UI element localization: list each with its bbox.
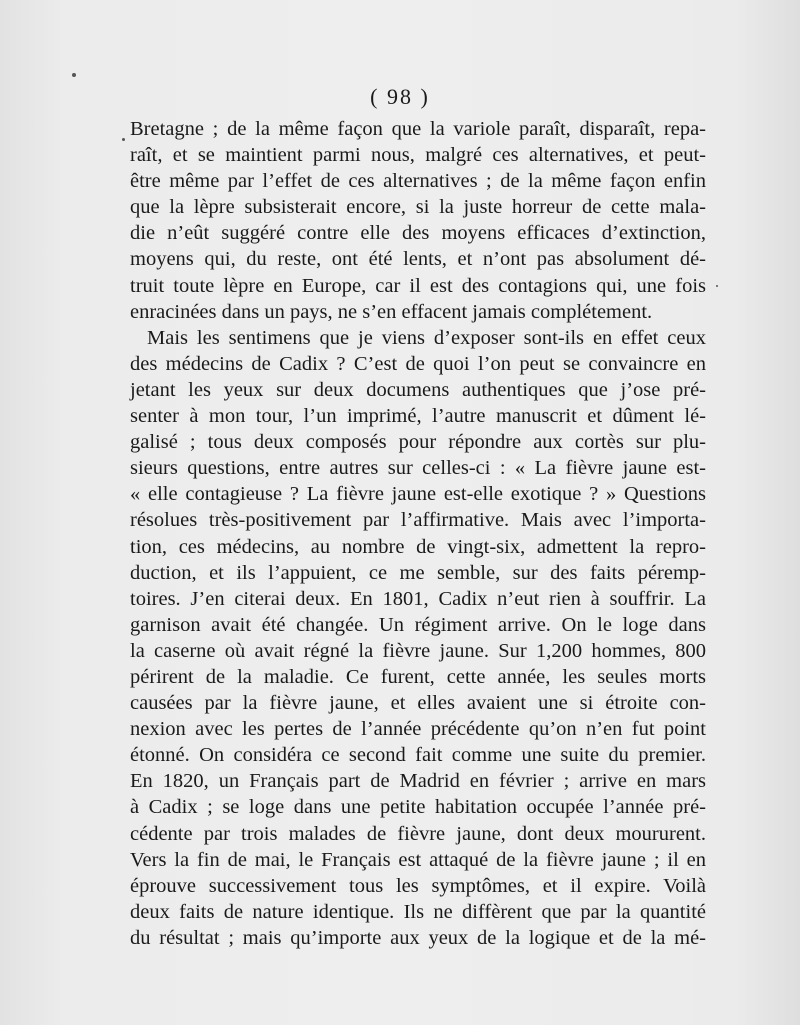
text-line: des médecins de Cadix ? C’est de quoi l’on peut se convaincre en [130, 352, 706, 375]
text-line: die n’eût suggéré contre elle des moyens efficaces d’extinction, [130, 222, 706, 245]
text-line: étonné. On considéra ce second fait comme une suite du premier. [130, 744, 706, 767]
speck [122, 138, 125, 141]
text-line: à Cadix ; se loge dans une petite habitation occupée l’année pré- [130, 796, 706, 819]
text-line: causées par la fièvre jaune, et elles avaient une si étroite con- [130, 692, 706, 715]
text-line: être même par l’effet de ces alternatives ; de la même façon enfin [130, 170, 706, 193]
text-line: résolues très-positivement par l’affirmative. Mais avec l’importa- [130, 509, 706, 532]
speck [72, 73, 76, 77]
text-line: moyens qui, du reste, ont été lents, et n’ont pas absolument dé- [130, 248, 706, 271]
text-line: truit toute lèpre en Europe, car il est des contagions qui, une fois [130, 274, 706, 297]
text-line: jetant les yeux sur deux documens authentiques que j’ose pré- [130, 378, 706, 401]
text-line: deux faits de nature identique. Ils ne diffèrent que par la quantité [130, 900, 706, 923]
text-line: En 1820, un Français part de Madrid en février ; arrive en mars [130, 770, 706, 793]
text-line: cédente par trois malades de fièvre jaune, dont deux moururent. [130, 822, 706, 845]
text-line: éprouve successivement tous les symptômes, et il expire. Voilà [130, 874, 706, 897]
speck [716, 285, 718, 287]
text-line: sieurs questions, entre autres sur celles-ci : « La fièvre jaune est- [130, 457, 706, 480]
text-line: senter à mon tour, l’un imprimé, l’autre manuscrit et dûment lé- [130, 405, 706, 428]
page-number: ( 98 ) [370, 84, 430, 109]
text-line: toires. J’en citerai deux. En 1801, Cadix n’eut rien à souffrir. La [130, 587, 706, 610]
text-line: duction, et ils l’appuient, ce me semble, sur des faits péremp- [130, 561, 706, 584]
text-line: nexion avec les pertes de l’année précédente qu’on n’en fut point [130, 718, 706, 741]
text-line: enracinées dans un pays, ne s’en effacent jamais complétement. [130, 300, 653, 323]
text-line: la caserne où avait régné la fièvre jaune. Sur 1,200 hommes, 800 [130, 639, 706, 662]
text-line: garnison avait été changée. Un régiment arrive. On le loge dans [130, 613, 706, 636]
text-line: Vers la fin de mai, le Français est attaqué de la fièvre jaune ; il en [130, 848, 706, 871]
text-line: Bretagne ; de la même façon que la variole paraît, disparaît, repa- [130, 118, 706, 140]
text-line: galisé ; tous deux composés pour répondre aux cortès sur plu- [130, 431, 706, 454]
text-line: raît, et se maintient parmi nous, malgré ces alternatives, et peut- [130, 144, 706, 167]
body-text [130, 116, 706, 951]
text-line: tion, ces médecins, au nombre de vingt-six, admettent la repro- [130, 535, 706, 558]
text-line: Mais les sentimens que je viens d’exposer sont-ils en effet ceux [147, 326, 706, 349]
text-line: périrent de la maladie. Ce furent, cette année, les seules morts [130, 665, 706, 688]
text-line: que la lèpre subsisterait encore, si la juste horreur de cette mala- [130, 196, 706, 219]
text-line: du résultat ; mais qu’importe aux yeux de la logique et de la mé- [130, 926, 706, 949]
text-line: « elle contagieuse ? La fièvre jaune est-elle exotique ? » Questions [130, 483, 706, 506]
